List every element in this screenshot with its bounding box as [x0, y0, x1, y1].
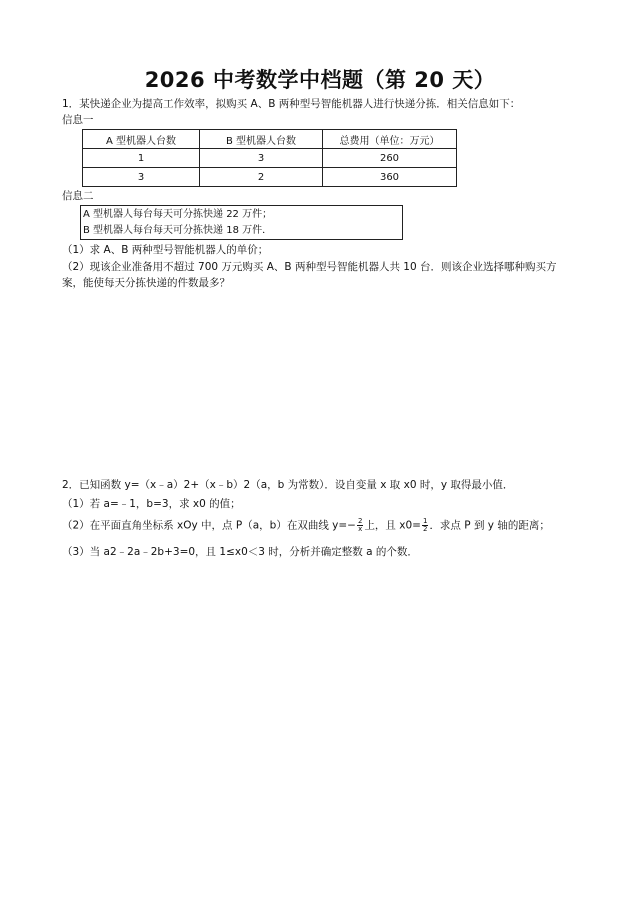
table-row: [83, 149, 457, 168]
info2-line: B 型机器人每台每天可分拣快递 18 万件．: [83, 225, 273, 236]
table-header-cell: 总费用（单位：万元）: [323, 130, 457, 149]
q2-part2-text-c: ．求点 P 到 y 轴的距离；: [429, 519, 550, 532]
q2-part2: [62, 518, 550, 533]
q2-part2-text-a: （2）在平面直角坐标系 xOy 中，点 P（a，b）在双曲线 y=−: [62, 519, 356, 532]
fraction-denominator: 2: [422, 525, 428, 533]
table-cell: 2: [200, 168, 323, 187]
fraction-denominator: x: [358, 525, 363, 533]
info2-line: A 型机器人每台每天可分拣快递 22 万件；: [83, 209, 273, 220]
table-cell: 3: [200, 149, 323, 168]
fraction-1-over-2: [422, 518, 428, 533]
fraction-numerator: 2: [357, 517, 363, 525]
table-cell: 1: [83, 149, 200, 168]
page-title: 2026 中考数学中档题（第 20 天）: [144, 68, 496, 92]
q2-part3: （3）当 a2﹣2a﹣2b+3=0，且 1≤x0＜3 时，分析并确定整数 a 的个数．: [62, 546, 418, 558]
table-cell: 260: [323, 149, 457, 168]
table-cell: 360: [323, 168, 457, 187]
info2-box: [80, 205, 403, 240]
table-cell: 3: [83, 168, 200, 187]
table-row: [83, 168, 457, 187]
q2-part2-text-b: 上，且 x0=: [364, 519, 421, 532]
info1-label: 信息一: [62, 114, 94, 126]
q1-part2-line2: 案，能使每天分拣快递的件数最多？: [62, 277, 230, 289]
info-table: [82, 129, 457, 187]
table-header-cell: B 型机器人台数: [200, 130, 323, 149]
q1-part1: （1）求 A、B 两种型号智能机器人的单价；: [62, 244, 269, 256]
q1-stem: 1．某快递企业为提高工作效率，拟购买 A、B 两种型号智能机器人进行快递分拣．相关信息如下：: [62, 98, 521, 110]
info2-label: 信息二: [62, 190, 94, 202]
table-header-cell: A 型机器人台数: [83, 130, 200, 149]
fraction-numerator: 1: [422, 517, 428, 525]
q2-part1: （1）若 a=﹣1，b=3，求 x0 的值；: [62, 498, 241, 510]
table-header-row: [83, 130, 457, 149]
fraction-2-over-x: [357, 518, 363, 533]
q2-stem: 2．已知函数 y=（x﹣a）2+（x﹣b）2（a，b 为常数）．设自变量 x 取 x0 时，y 取得最小值．: [62, 479, 514, 491]
q1-part2-line1: （2）现该企业准备用不超过 700 万元购买 A、B 两种型号智能机器人共 10 台．则该企业选择哪种购买方: [62, 261, 557, 273]
